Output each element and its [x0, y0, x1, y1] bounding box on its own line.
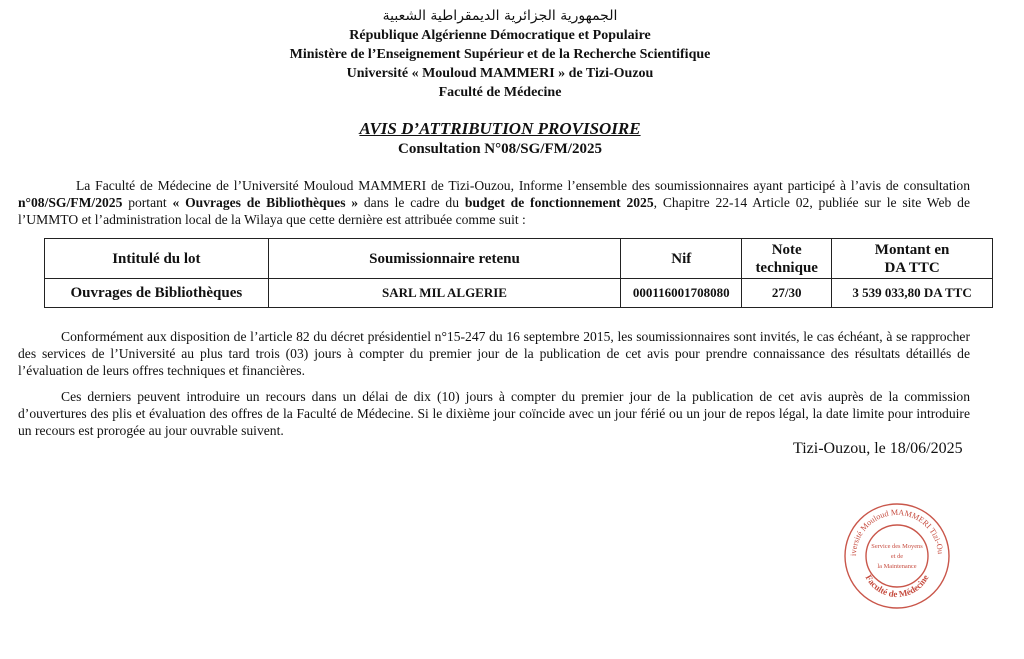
header-note-line1: Note	[771, 241, 802, 258]
header-lot: Intitulé du lot	[45, 239, 269, 279]
header-amount-line1: Montant en	[874, 241, 950, 258]
republic-line: République Algérienne Démocratique et Populaire	[349, 28, 651, 43]
stamp-seal	[842, 502, 952, 610]
cell-bidder: SARL MIL ALGERIE	[268, 279, 621, 308]
cell-nif: 000116001708080	[621, 279, 742, 308]
header-note	[742, 239, 832, 279]
appeal-paragraph: Ces derniers peuvent introduire un recours dans un délai de dix (10) jours à compter du premier jour de la publication de cet avis auprès de la commission d’ouvertures des plis et évaluation des offres de la Faculté de Médecine. Si le dixième jour coïncide avec un jour férié ou un jour de repos légal, la date limite pour introduire un recours est prorogée au jour ouvrable suivent.	[18, 389, 970, 438]
letterhead	[0, 6, 1000, 102]
header-nif: Nif	[621, 239, 742, 279]
place-date: Tizi-Ouzou, le 18/06/2025	[793, 440, 963, 457]
cell-amount: 3 539 033,80 DA TTC	[832, 279, 993, 308]
table-header-row	[45, 239, 993, 279]
stamp-bottom-text: Faculté de Médecine	[863, 572, 931, 600]
official-stamp	[842, 502, 952, 610]
stamp-inner-line1: Service des Moyens	[871, 543, 923, 550]
ministry-line: Ministère de l’Enseignement Supérieur et de la Recherche Scientifique	[289, 47, 711, 62]
table-row	[45, 279, 993, 308]
notice-title-block	[0, 119, 1000, 159]
stamp-outer-text: iversité Mouloud MAMMERI Tizi-Ou	[848, 507, 945, 557]
university-line: Université « Mouloud MAMMERI » de Tizi-Ouzou	[346, 66, 654, 81]
intro-text-3: dans le cadre du	[358, 195, 465, 210]
header-note-line2: technique	[755, 259, 818, 276]
header-amount	[832, 239, 993, 279]
intro-object: « Ouvrages de Bibliothèques »	[172, 195, 359, 210]
cell-note: 27/30	[742, 279, 832, 308]
intro-paragraph	[18, 177, 970, 228]
stamp-inner-line3: la Maintenance	[877, 563, 917, 570]
stamp-inner-line2: et de	[890, 553, 904, 560]
notice-title: AVIS D’ATTRIBUTION PROVISOIRE	[359, 119, 641, 138]
cell-lot: Ouvrages de Bibliothèques	[45, 279, 269, 308]
header-bidder: Soumissionnaire retenu	[268, 239, 621, 279]
faculty-line: Faculté de Médecine	[438, 85, 562, 100]
consultation-number: Consultation N°08/SG/FM/2025	[398, 141, 602, 157]
intro-text-1: La Faculté de Médecine de l’Université Mouloud MAMMERI de Tizi-Ouzou, Informe l’ensemble des soumissionnaires ayant participé à l’avis de consultation	[76, 178, 970, 193]
results-paragraph: Conformément aux disposition de l’article 82 du décret présidentiel n°15-247 du 16 septembre 2015, les soumissionnaires sont invités, le cas échéant, à se rapprocher des services de l’Université au plus tard trois (03) jours à compter du premier jour de la publication de cet avis pour prendre connaissance des résultats détaillés de l’évaluation de leurs offres techniques et financières.	[18, 329, 970, 378]
intro-budget: budget de fonctionnement 2025	[464, 195, 654, 210]
header-amount-line2: DA TTC	[884, 259, 940, 276]
arabic-header: الجمهورية الجزائرية الديمقراطية الشعبية	[382, 8, 618, 24]
intro-ref: n°08/SG/FM/2025	[18, 195, 123, 210]
intro-text-4: , Chapitre 22-14 Article 02, publiée sur le site Web de l’UMMTO et l’administration local de la Wilaya que cette dernière est attribuée comme suit :	[18, 195, 970, 227]
intro-text-2: portant	[122, 195, 173, 210]
attribution-table	[44, 238, 993, 308]
